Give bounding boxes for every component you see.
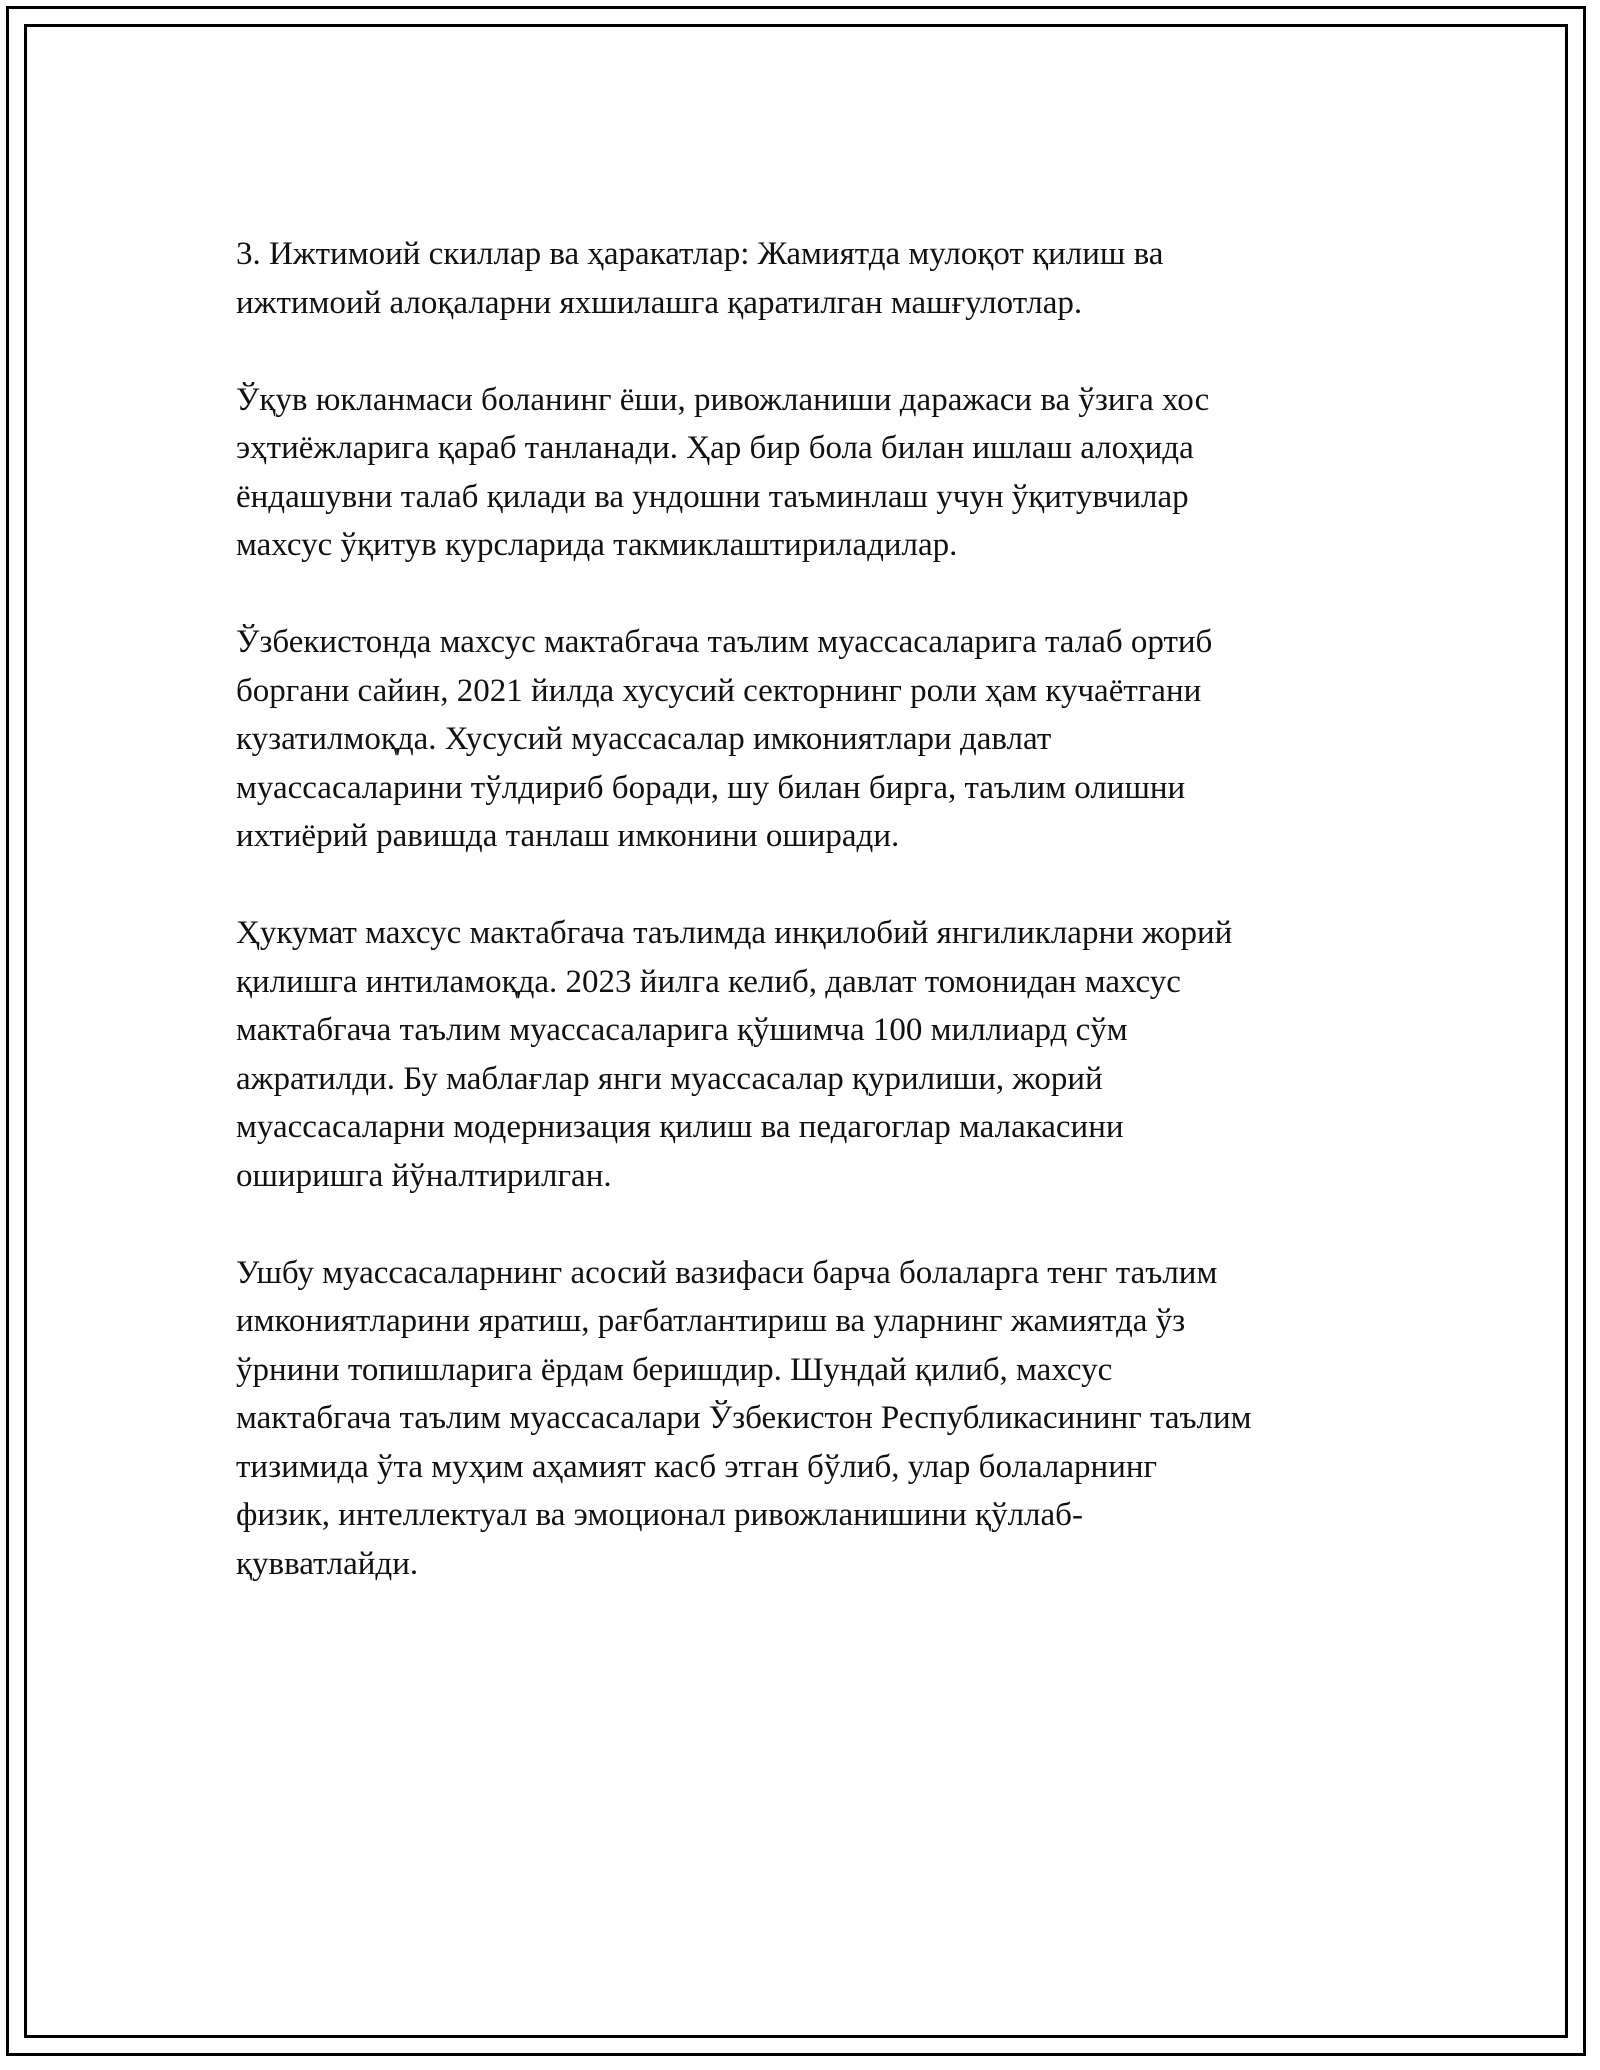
text-line: 3. Ижтимоий скиллар ва ҳаракатлар: Жамиятда мулоқот қилиш ва <box>236 236 1164 272</box>
text-line: эҳтиёжларига қараб танланади. Ҳар бир бола билан ишлаш алоҳида <box>236 430 1194 466</box>
text-line: мактабгача таълим муассасаларига қўшимча 100 миллиард сўм <box>236 1012 1128 1048</box>
text-line: мактабгача таълим муассасалари Ўзбекистон Республикасининг таълим <box>236 1400 1252 1436</box>
text-line: кузатилмоқда. Хусусий муассасалар имкониятлари давлат <box>236 721 1052 757</box>
paragraph-private-sector <box>236 618 1396 861</box>
paragraph-conclusion <box>236 1249 1396 1589</box>
text-line: физик, интеллектуал ва эмоционал ривожланишини қўллаб- <box>236 1497 1083 1533</box>
text-line: ёндашувни талаб қилади ва ундошни таъминлаш учун ўқитувчилар <box>236 478 1189 515</box>
text-line: оширишга йўналтирилган. <box>236 1157 612 1194</box>
text-line: ажратилди. Бу маблағлар янги муассасалар қурилиши, жорий <box>236 1060 1103 1097</box>
document-body <box>236 230 1396 1637</box>
text-line: муассасаларини тўлдириб боради, шу билан бирга, таълим олишни <box>236 769 1186 806</box>
text-line: ижтимоий алоқаларни яхшилашга қаратилган машғулотлар. <box>236 284 1083 321</box>
text-line: Ўзбекистонда махсус мактабгача таълим муассасаларига талаб ортиб <box>236 624 1213 660</box>
text-line: тизимида ўта муҳим аҳамият касб этган бўлиб, улар болаларнинг <box>236 1448 1158 1485</box>
text-line: имкониятларини яратиш, рағбатлантириш ва уларнинг жамиятда ўз <box>236 1303 1186 1339</box>
text-line: Ўқув юкланмаси боланинг ёши, ривожланиши даражаси ва ўзига хос <box>236 381 1210 418</box>
paragraph-government-funding <box>236 909 1396 1200</box>
text-line: махсус ўқитув курсларида такмиклаштириладилар. <box>236 527 958 563</box>
text-line: боргани сайин, 2021 йилда хусусий секторнинг роли ҳам кучаётгани <box>236 672 1202 709</box>
text-line: ўрнини топишларига ёрдам беришдир. Шундай қилиб, махсус <box>236 1351 1113 1388</box>
paragraph-social-skills <box>236 230 1396 327</box>
text-line: муассасаларни модернизация қилиш ва педагоглар малакасини <box>236 1109 1124 1145</box>
text-line: қувватлайди. <box>236 1545 419 1582</box>
text-line: қилишга интиламоқда. 2023 йилга келиб, давлат томонидан махсус <box>236 963 1181 1000</box>
text-line: Ҳукумат махсус мактабгача таълимда инқилобий янгиликларни жорий <box>236 915 1233 951</box>
paragraph-study-load <box>236 376 1396 570</box>
text-line: ихтиёрий равишда танлаш имконини оширади. <box>236 818 900 854</box>
text-line: Ушбу муассасаларнинг асосий вазифаси барча болаларга тенг таълим <box>236 1254 1218 1291</box>
